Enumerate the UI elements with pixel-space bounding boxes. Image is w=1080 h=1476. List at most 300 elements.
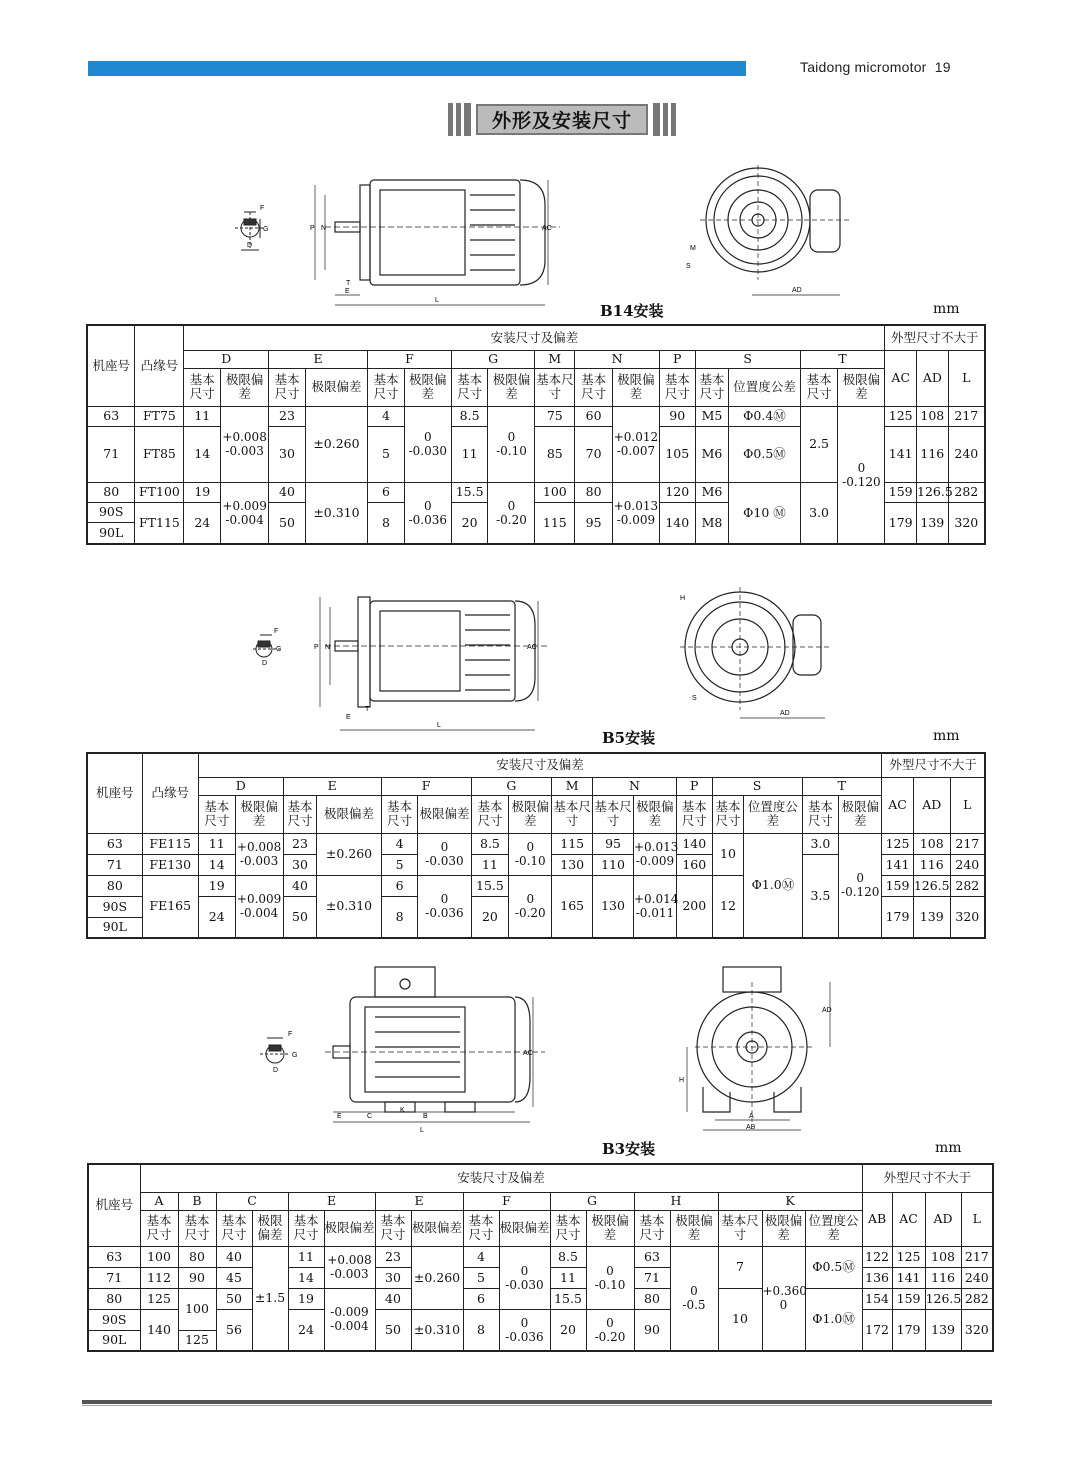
table-cell: 5 (381, 854, 418, 875)
table-cell: 63 (634, 1246, 670, 1267)
table-cell: 0 -0.10 (488, 406, 535, 482)
b5-table (86, 752, 986, 939)
table-cell: 10 (718, 1288, 762, 1351)
b14-h-frame: 机座号 (87, 325, 135, 406)
b5-sub-base: 基本尺寸 (471, 795, 509, 833)
b3-h-e2: E (375, 1192, 463, 1210)
table-cell: 50 (269, 502, 306, 544)
table-cell: 40 (216, 1246, 252, 1267)
key-label-d: D (247, 242, 253, 249)
table-cell: 0 -0.036 (499, 1309, 550, 1351)
table-cell: 70 (575, 426, 613, 482)
table-cell: 63 (87, 833, 142, 854)
table-cell: 15.5 (451, 482, 488, 502)
b5-sub-tol: 极限偏差 (235, 795, 283, 833)
table-cell: 141 (882, 854, 914, 875)
table-cell: 8 (381, 896, 418, 938)
b3-sub-base: 基本尺寸 (288, 1210, 324, 1246)
b5-sub-tol: 极限偏差 (418, 795, 471, 833)
header-brand (800, 59, 951, 75)
table-cell: 23 (283, 833, 317, 854)
b5-unit: mm (933, 728, 960, 744)
table-cell: 80 (87, 482, 135, 502)
b5-drawing (250, 585, 850, 735)
key-label-g: G (276, 646, 282, 653)
table-cell: Φ1.0Ⓜ (744, 833, 802, 938)
b3-side-label-b: B (423, 1113, 428, 1120)
table-cell: +0.008 -0.003 (221, 406, 269, 482)
b3-front-view (687, 967, 830, 1130)
b3-sub-base: 基本尺寸 (216, 1210, 252, 1246)
table-cell: +0.360 0 (762, 1246, 805, 1351)
table-cell: 120 (659, 482, 695, 502)
b3-h-c: C (216, 1192, 288, 1210)
table-cell: FE165 (142, 875, 198, 938)
b14-sub-base: 基本尺寸 (659, 368, 695, 406)
table-cell: ±0.310 (411, 1309, 463, 1351)
b14-h-g: G (451, 350, 535, 368)
b3-h-b: B (178, 1192, 216, 1210)
table-cell: Φ0.4Ⓜ (729, 406, 800, 426)
table-cell: 139 (917, 502, 949, 544)
table-cell: 126.5 (925, 1288, 961, 1309)
table-cell: 45 (216, 1267, 252, 1288)
table-cell: 90 (659, 406, 695, 426)
b3-sub-base: 基本尺寸 (718, 1210, 762, 1246)
front-label-h: H (680, 595, 686, 602)
b5-h-e: E (283, 777, 381, 795)
table-cell: +0.008 -0.003 (324, 1246, 375, 1288)
b5-h-g: G (471, 777, 552, 795)
table-cell: 320 (950, 896, 985, 938)
table-cell: 80 (178, 1246, 216, 1267)
side-label-p: P (314, 644, 319, 651)
table-cell: 50 (216, 1288, 252, 1309)
table-cell: 200 (676, 875, 712, 938)
table-cell: ±0.260 (411, 1246, 463, 1309)
table-cell: ±0.260 (317, 833, 381, 875)
table-cell: FT75 (135, 406, 184, 426)
table-cell: 125 (885, 406, 917, 426)
side-label-ac: AC (527, 644, 537, 651)
table-cell: 5 (463, 1267, 499, 1288)
b14-h-f: F (368, 350, 452, 368)
table-cell: 15.5 (550, 1288, 586, 1309)
b3-h-ad: AD (925, 1192, 961, 1246)
table-cell: 159 (882, 875, 914, 896)
b14-h-outline: 外型尺寸不大于 (885, 325, 985, 350)
table-cell: 0 -0.030 (404, 406, 451, 482)
table-cell: M6 (695, 482, 729, 502)
table-cell: 0 -0.20 (488, 482, 535, 544)
b3-sub-base: 基本尺寸 (140, 1210, 178, 1246)
title-right-stripes (653, 103, 676, 136)
b3-sub-tol: 极限偏差 (499, 1210, 550, 1246)
table-cell: 8.5 (550, 1246, 586, 1267)
b14-h-n: N (575, 350, 660, 368)
b3-h-k: K (718, 1192, 862, 1210)
table-cell: 63 (87, 406, 135, 426)
b5-h-flange: 凸缘号 (142, 753, 198, 833)
table-cell: 0 -0.20 (586, 1309, 634, 1351)
table-cell: FT85 (135, 426, 184, 482)
table-cell: 24 (184, 502, 221, 544)
table-cell: 240 (950, 854, 985, 875)
b14-table (86, 324, 986, 545)
b14-side-view (315, 180, 560, 305)
b3-h-main: 安装尺寸及偏差 (140, 1164, 862, 1192)
b3-sub-tol: 极限偏差 (586, 1210, 634, 1246)
brand-name: Taidong micromotor (800, 59, 927, 75)
page-title-box (414, 103, 710, 136)
side-label-ac: AC (542, 225, 552, 232)
b14-h-t: T (800, 350, 885, 368)
b3-sub-tol: 极限偏差 (670, 1210, 718, 1246)
b14-h-ad: AD (917, 350, 949, 406)
table-cell: 6 (463, 1288, 499, 1309)
table-cell: Φ10 Ⓜ (729, 482, 800, 544)
table-cell: 6 (368, 482, 405, 502)
table-cell: 141 (885, 426, 917, 482)
b3-h-ab: AB (862, 1192, 892, 1246)
front-label-s: S (686, 263, 691, 270)
table-cell: 14 (198, 854, 235, 875)
table-cell: 11 (550, 1267, 586, 1288)
table-cell: 108 (925, 1246, 961, 1267)
b14-h-s: S (695, 350, 800, 368)
b14-h-main: 安装尺寸及偏差 (184, 325, 885, 350)
b3-sub-tol: 极限偏差 (324, 1210, 375, 1246)
b3-side-label-k: K (400, 1107, 405, 1114)
side-label-l: L (437, 722, 441, 729)
front-label-s: S (692, 695, 697, 702)
table-cell: +0.008 -0.003 (235, 833, 283, 875)
page-number: 19 (934, 59, 951, 75)
table-cell: 0 -0.120 (838, 406, 885, 544)
b14-h-d: D (184, 350, 269, 368)
table-cell: 0 -0.10 (509, 833, 552, 875)
table-cell: +0.013 -0.009 (633, 833, 676, 875)
front-label-ad: AD (792, 287, 802, 294)
table-cell: 8 (368, 502, 405, 544)
b14-sub-tol: 极限偏差 (221, 368, 269, 406)
table-cell: 3.0 (802, 833, 839, 854)
side-label-p: P (310, 225, 315, 232)
b5-front-view (680, 587, 830, 718)
table-cell: 125 (178, 1330, 216, 1351)
b3-h-a: A (140, 1192, 178, 1210)
table-cell: 282 (948, 482, 985, 502)
table-cell: 154 (862, 1288, 892, 1309)
table-cell: M6 (695, 426, 729, 482)
b3-h-outline: 外型尺寸不大于 (862, 1164, 993, 1192)
table-cell: 11 (471, 854, 509, 875)
table-cell: 122 (862, 1246, 892, 1267)
b14-sub-tol: 极限偏差 (612, 368, 659, 406)
table-cell: 71 (87, 854, 142, 875)
table-cell: 4 (368, 406, 405, 426)
b3-h-ac: AC (892, 1192, 925, 1246)
side-label-t: T (346, 280, 351, 287)
table-cell: +0.014 -0.011 (633, 875, 676, 938)
table-cell: FT100 (135, 482, 184, 502)
b5-sub-tol: 极限偏差 (839, 795, 882, 833)
table-cell: 95 (593, 833, 634, 854)
table-cell: 24 (288, 1309, 324, 1351)
b14-sub-tol: 极限偏差 (305, 368, 367, 406)
b5-sub-base: 基本尺寸 (198, 795, 235, 833)
table-cell: FE115 (142, 833, 198, 854)
table-cell: 100 (178, 1288, 216, 1330)
table-cell: 139 (925, 1309, 961, 1351)
b3-side-label-ac: AC (523, 1050, 533, 1057)
table-cell: 11 (184, 406, 221, 426)
b14-sub-base: 基本尺寸 (269, 368, 306, 406)
table-cell: 60 (575, 406, 613, 426)
table-cell: 125 (892, 1246, 925, 1267)
table-cell: 80 (87, 875, 142, 896)
table-cell: 90 (634, 1309, 670, 1351)
key-label-f: F (260, 205, 265, 212)
b14-sub-tol: 极限偏差 (488, 368, 535, 406)
b3-front-label-ab: AB (746, 1124, 756, 1131)
table-cell: 160 (676, 854, 712, 875)
table-cell: 130 (552, 854, 593, 875)
table-cell: 115 (552, 833, 593, 854)
b5-sub-tol: 极限偏差 (317, 795, 381, 833)
b14-sub-base: 基本尺寸 (575, 368, 613, 406)
table-cell: 20 (471, 896, 509, 938)
table-cell: +0.009 -0.004 (235, 875, 283, 938)
table-cell: 6 (381, 875, 418, 896)
table-cell: 20 (550, 1309, 586, 1351)
table-cell: 63 (88, 1246, 140, 1267)
table-cell: 2.5 (800, 406, 838, 482)
b14-sub-base: 基本尺寸 (184, 368, 221, 406)
b5-sub-base: 基本尺寸 (712, 795, 744, 833)
front-label-ad: AD (780, 710, 790, 717)
table-cell: 217 (961, 1246, 993, 1267)
table-cell: 5 (368, 426, 405, 482)
b5-h-frame: 机座号 (87, 753, 142, 833)
b14-sub-tol: 极限偏差 (838, 368, 885, 406)
table-cell: 100 (140, 1246, 178, 1267)
table-cell: 126.5 (917, 482, 949, 502)
b5-h-outline: 外型尺寸不大于 (882, 753, 985, 777)
table-cell: 3.0 (800, 482, 838, 544)
table-cell: 56 (216, 1309, 252, 1351)
b14-sub-base: 基本尺寸 (451, 368, 488, 406)
b5-h-n: N (593, 777, 677, 795)
key-label-d: D (273, 1067, 279, 1074)
table-cell: 140 (659, 502, 695, 544)
table-cell: 40 (283, 875, 317, 896)
table-cell: 179 (882, 896, 914, 938)
b3-unit: mm (935, 1140, 962, 1156)
table-cell: 14 (184, 426, 221, 482)
b3-h-frame: 机座号 (88, 1164, 140, 1246)
b14-drawing (230, 160, 870, 310)
title-left-stripes (448, 103, 471, 136)
table-cell: 90S (87, 502, 135, 522)
front-label-m: M (690, 245, 696, 252)
table-cell: 0 -0.036 (404, 482, 451, 544)
key-label-d: D (262, 660, 268, 667)
table-cell: 125 (140, 1288, 178, 1309)
table-cell: 141 (892, 1267, 925, 1288)
table-cell: 116 (925, 1267, 961, 1288)
b5-h-f: F (381, 777, 471, 795)
table-cell: 3.5 (802, 854, 839, 938)
table-cell: 11 (288, 1246, 324, 1267)
b14-sub-base: 基本尺寸 (368, 368, 405, 406)
b5-h-t: T (802, 777, 882, 795)
table-cell: 108 (913, 833, 950, 854)
table-cell: 20 (451, 502, 488, 544)
b3-sub-base: 基本尺寸 (634, 1210, 670, 1246)
table-cell: ±0.260 (305, 406, 367, 482)
b14-sub-tol: 极限偏差 (404, 368, 451, 406)
b14-sub-base: 基本尺寸 (800, 368, 838, 406)
table-cell: 90 (178, 1267, 216, 1288)
table-cell: 80 (88, 1288, 140, 1309)
table-cell: 217 (948, 406, 985, 426)
table-cell: 282 (961, 1288, 993, 1309)
table-cell: 125 (882, 833, 914, 854)
table-cell: +0.013 -0.009 (612, 482, 659, 544)
table-cell: 140 (676, 833, 712, 854)
table-cell: Φ0.5Ⓜ (729, 426, 800, 482)
table-cell: 159 (892, 1288, 925, 1309)
table-cell: 71 (88, 1267, 140, 1288)
table-cell: Φ1.0Ⓜ (805, 1288, 862, 1351)
table-cell: 116 (913, 854, 950, 875)
b3-h-f: F (463, 1192, 550, 1210)
b3-caption: B3安装 (602, 1140, 656, 1158)
side-label-e: E (345, 288, 350, 295)
b3-sub-tol: 极限偏差 (762, 1210, 805, 1246)
table-cell: 71 (634, 1267, 670, 1288)
table-cell: 115 (535, 502, 575, 544)
table-cell: 165 (552, 875, 593, 938)
key-label-g: G (263, 226, 269, 233)
table-cell: 4 (381, 833, 418, 854)
table-cell: 71 (87, 426, 135, 482)
table-cell: 130 (593, 875, 634, 938)
table-cell: 90S (88, 1309, 140, 1330)
b3-front-label-h: H (679, 1077, 685, 1084)
b14-sub-base: 基本尺寸 (695, 368, 729, 406)
table-cell: 90S (87, 896, 142, 917)
table-cell: 8.5 (451, 406, 488, 426)
table-cell: 10 (712, 833, 744, 875)
b3-sub-base: 基本尺寸 (463, 1210, 499, 1246)
table-cell: 0 -0.030 (499, 1246, 550, 1309)
table-cell: 8.5 (471, 833, 509, 854)
table-cell: 110 (593, 854, 634, 875)
table-cell: 7 (718, 1246, 762, 1288)
table-cell: 0 -0.10 (586, 1246, 634, 1309)
table-cell: 11 (451, 426, 488, 482)
b5-h-p: P (676, 777, 712, 795)
table-cell: 50 (375, 1309, 411, 1351)
table-cell: 15.5 (471, 875, 509, 896)
b3-side-label-l: L (420, 1127, 424, 1134)
table-cell: 90L (87, 917, 142, 938)
b3-sub-pos: 位置度公差 (805, 1210, 862, 1246)
side-label-n: N (325, 644, 331, 651)
table-cell: 140 (140, 1309, 178, 1351)
b3-sub-tol: 极限偏差 (252, 1210, 288, 1246)
b5-h-d: D (198, 777, 283, 795)
b3-table (87, 1163, 994, 1352)
b5-side-view (320, 597, 550, 730)
table-cell: 0 -0.20 (509, 875, 552, 938)
table-cell: Φ0.5Ⓜ (805, 1246, 862, 1288)
table-cell: 8 (463, 1309, 499, 1351)
b5-caption: B5安装 (602, 729, 656, 747)
b5-h-l: L (950, 777, 985, 833)
b14-caption: B14安装 (600, 302, 664, 320)
table-cell: 95 (575, 502, 613, 544)
b3-sub-base: 基本尺寸 (178, 1210, 216, 1246)
b5-h-s: S (712, 777, 802, 795)
b14-sub-base: 基本尺寸 (535, 368, 575, 406)
table-cell: 105 (659, 426, 695, 482)
table-cell: ±0.310 (305, 482, 367, 544)
table-cell: -0.009 -0.004 (324, 1288, 375, 1351)
b14-h-m: M (535, 350, 575, 368)
table-cell: 80 (575, 482, 613, 502)
b14-unit: mm (933, 301, 960, 317)
b3-sub-base: 基本尺寸 (375, 1210, 411, 1246)
table-cell: FT115 (135, 502, 184, 544)
table-cell: 24 (198, 896, 235, 938)
table-cell: 240 (961, 1267, 993, 1288)
b3-drawing (255, 962, 835, 1137)
table-cell: 85 (535, 426, 575, 482)
page-title: 外形及安装尺寸 (476, 104, 648, 135)
table-cell: 23 (375, 1246, 411, 1267)
table-cell: M5 (695, 406, 729, 426)
table-cell: 11 (198, 833, 235, 854)
table-cell: 80 (634, 1288, 670, 1309)
b3-key-section (260, 1038, 290, 1063)
b5-h-m: M (552, 777, 593, 795)
b14-h-flange: 凸缘号 (135, 325, 184, 406)
b14-front-view (700, 165, 850, 295)
table-cell: 126.5 (913, 875, 950, 896)
table-cell: M8 (695, 502, 729, 544)
b3-side-label-c: C (367, 1113, 373, 1120)
table-cell: 50 (283, 896, 317, 938)
table-cell: 0 -0.030 (418, 833, 471, 875)
b5-sub-base: 基本尺寸 (283, 795, 317, 833)
b14-h-ac: AC (885, 350, 917, 406)
table-cell: 4 (463, 1246, 499, 1267)
b14-h-p: P (659, 350, 695, 368)
b5-h-ad: AD (913, 777, 950, 833)
footer-rule-thin (82, 1405, 992, 1406)
b3-side-view (325, 967, 545, 1122)
table-cell: 19 (288, 1288, 324, 1309)
side-label-t: T (365, 706, 370, 713)
table-cell: 40 (375, 1288, 411, 1309)
b3-h-g: G (550, 1192, 634, 1210)
b5-sub-base: 基本尺寸 (802, 795, 839, 833)
table-cell: +0.009 -0.004 (221, 482, 269, 544)
b3-side-label-e: E (337, 1113, 342, 1120)
